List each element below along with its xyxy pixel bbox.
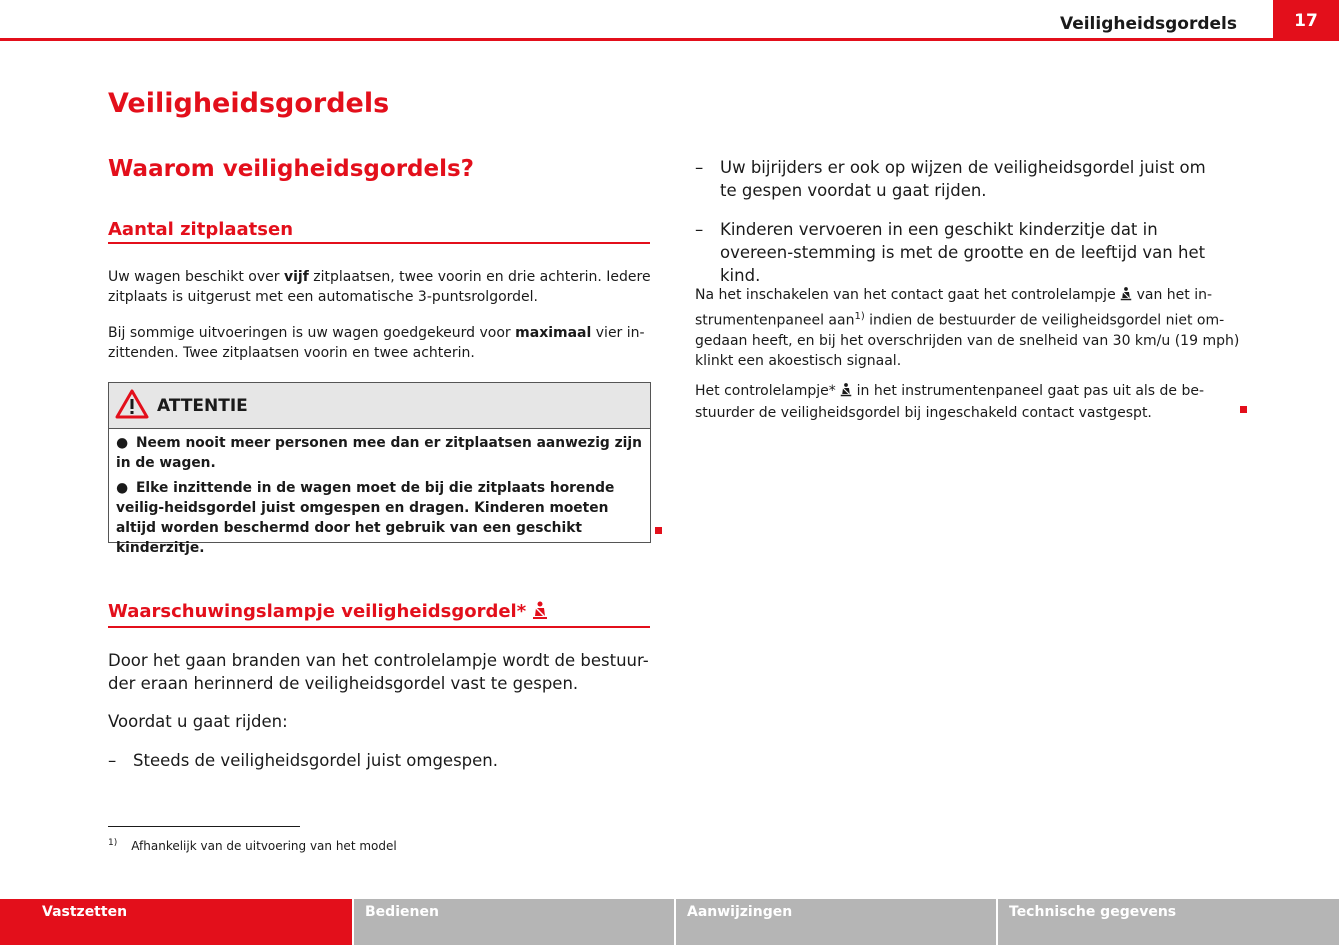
lamp-p4-text-a: Het controlelampje* xyxy=(695,383,841,399)
dash-item-1-text: Steeds de veiligheidsgordel juist omgespen. xyxy=(133,751,499,770)
seatbelt-icon xyxy=(1120,286,1132,307)
lamp-paragraph-3 xyxy=(695,285,1240,371)
page-number: 17 xyxy=(1273,0,1339,41)
dash-item-3: – Kinderen vervoeren in een geschikt kinderzitje dat in overeen-stemming is met de grootte en de leeftijd van het kind. xyxy=(695,218,1225,287)
warning-lamp-paragraph-1: Door het gaan branden van het controlelampje wordt de bestuur-der eraan herinnerd de veiligheidsgordel vast te gespen. xyxy=(108,651,649,693)
attention-bullet-2-text: Elke inzittende in de wagen moet de bij die zitplaats horende veilig-heidsgordel juist omgespen en dragen. Kinderen moeten altijd worden beschermd door het gebruik van een geschikt kinderzitje. xyxy=(116,480,615,556)
seating-p1-bold: vijf xyxy=(283,269,309,285)
footnote-ref: 1) xyxy=(854,311,865,322)
warning-lamp-paragraph-2: Voordat u gaat rijden: xyxy=(108,712,288,731)
warning-lamp-heading-text: Waarschuwingslampje veiligheidsgordel* xyxy=(108,601,527,622)
seatbelt-icon xyxy=(840,382,852,403)
attention-header xyxy=(109,383,650,429)
attention-label: ATTENTIE xyxy=(157,395,248,416)
attention-body xyxy=(109,429,650,558)
nav-tab-technische-gegevens[interactable]: Technische gegevens xyxy=(998,899,1339,945)
lamp-p3-text-c: indien de bestuurder de veiligheidsgordel niet om-gedaan heeft, en bij het overschrijden van de snelheid van 30 km/u (19 mph) klinkt een akoestisch signaal. xyxy=(695,312,1240,369)
seating-p1-text-a: Uw wagen beschikt over xyxy=(108,269,284,285)
seating-p2-text-a: Bij sommige uitvoeringen is uw wagen goedgekeurd voor xyxy=(108,325,516,341)
seating-paragraph-1 xyxy=(108,267,653,307)
warning-triangle-icon xyxy=(115,389,149,423)
lamp-p4-text-b: in het instrumentenpaneel gaat pas uit als de be-stuurder de veiligheidsgordel bij ingeschakeld contact vastgespt. xyxy=(695,383,1205,421)
footnote-rule xyxy=(108,826,300,827)
dash-item-3-text: Kinderen vervoeren in een geschikt kinderzitje dat in overeen-stemming is met de grootte en de leeftijd van het kind. xyxy=(720,220,1206,285)
dash-item-2-text: Uw bijrijders er ook op wijzen de veiligheidsgordel juist om te gespen voordat u gaat rijden. xyxy=(720,158,1206,200)
attention-end-mark xyxy=(655,527,662,534)
nav-tab-bedienen[interactable]: Bedienen xyxy=(354,899,674,945)
header-rule xyxy=(0,38,1339,41)
seating-p2-text-b: vier in-zittenden. Twee zitplaatsen voorin en twee achterin. xyxy=(108,325,645,361)
footnote-text: Afhankelijk van de uitvoering van het model xyxy=(131,839,397,853)
lamp-p3-text-a: Na het inschakelen van het contact gaat het controlelampje xyxy=(695,287,1121,303)
seating-p2-bold: maximaal xyxy=(515,325,592,341)
attention-box xyxy=(108,382,651,556)
right-column-end-mark xyxy=(1240,406,1247,413)
header-section-title: Veiligheidsgordels xyxy=(1059,14,1237,34)
seating-heading: Aantal zitplaatsen xyxy=(108,219,650,244)
seating-paragraph-2 xyxy=(108,323,653,363)
nav-tab-aanwijzingen[interactable]: Aanwijzingen xyxy=(676,899,996,945)
footnote-marker: 1) xyxy=(108,838,118,848)
lamp-paragraph-4 xyxy=(695,381,1215,423)
nav-tab-vastzetten[interactable]: Vastzetten xyxy=(0,899,352,945)
attention-bullet-2: ● Elke inzittende in de wagen moet de bij die zitplaats horende veilig-heidsgordel juist omgespen en dragen. Kinderen moeten altijd worden beschermd door het gebruik van een geschikt kinderzitje. xyxy=(116,480,615,556)
attention-bullet-1-text: Neem nooit meer personen mee dan er zitplaatsen aanwezig zijn in de wagen. xyxy=(116,435,642,471)
dash-item-1: – Steeds de veiligheidsgordel juist omgespen. xyxy=(108,749,653,772)
page-title: Veiligheidsgordels xyxy=(108,88,390,119)
dash-item-2: – Uw bijrijders er ook op wijzen de veiligheidsgordel juist om te gespen voordat u gaat rijden. xyxy=(695,156,1225,202)
warning-lamp-heading xyxy=(108,601,650,628)
seating-p1-text-b: zitplaatsen, twee voorin en drie achterin. Iedere zitplaats is uitgerust met een automatische 3-puntsrolgordel. xyxy=(108,269,651,305)
section-subtitle: Waarom veiligheidsgordels? xyxy=(108,156,475,182)
footnote xyxy=(108,838,397,853)
lamp-p3-text-b: van het in-strumentenpaneel aan xyxy=(695,287,1213,329)
attention-bullet-1: ● Neem nooit meer personen mee dan er zitplaatsen aanwezig zijn in de wagen. xyxy=(116,435,642,471)
seatbelt-icon xyxy=(532,601,548,624)
